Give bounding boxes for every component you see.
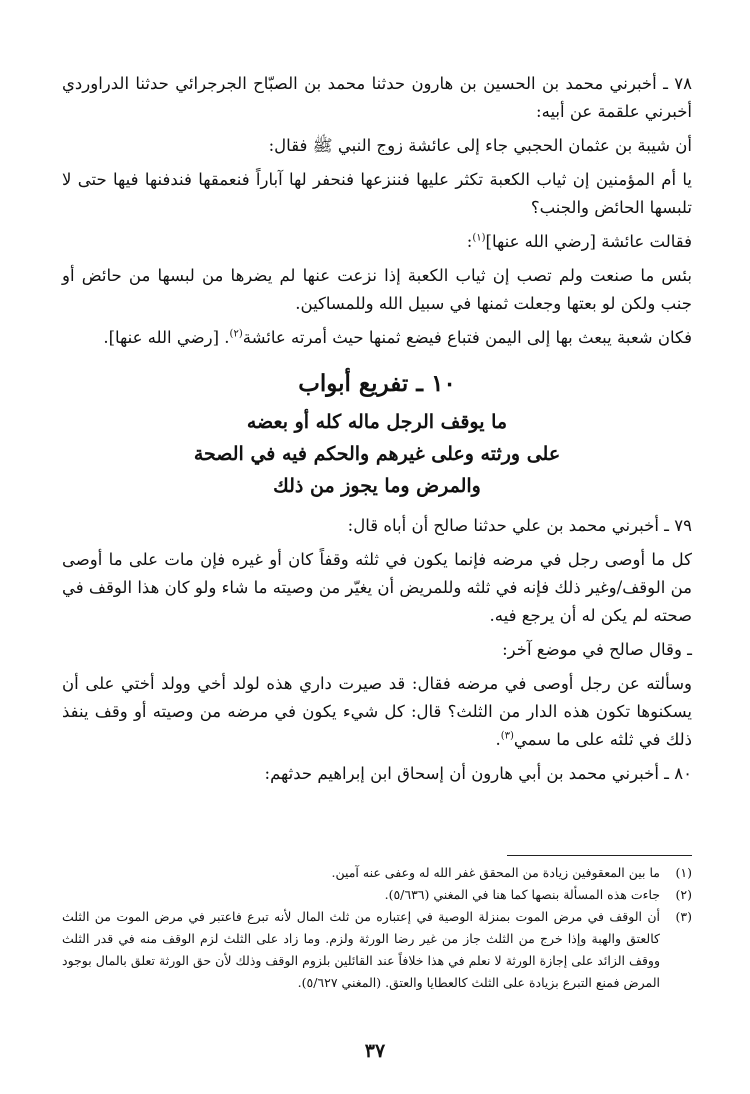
footnote-1	[62, 862, 692, 884]
shaiba-sent-text: فكان شعبة يبعث بها إلى اليمن فتباع فيضع ثمنها حيث أمرته عائشة	[242, 328, 692, 347]
page-number: ٣٧	[364, 1040, 386, 1062]
shaiba-sent-end: . [رضي الله عنها].	[103, 328, 230, 347]
paragraph-78: ٧٨ ـ أخبرني محمد بن الحسين بن هارون حدثنا محمد بن الصبّاح الجرجرائي حدثنا الدراوردي أخبرني علقمة عن أبيه:	[62, 74, 692, 121]
paragraph-shaiba-sent	[62, 324, 692, 352]
footnote-text: أن الوقف في مرض الموت بمنزلة الوصية في إعتباره من ثلث المال لأنه تبرع فاعتبر في مرض الموت من الثلث كالعتق والهبة وإذا خرج من الثلث جاز من غير رضا الورثة ولزم. وما زاد على الثلث لزم الوقف منه في قدر الثلث ووقف الزائد على إجازة الورثة لا نعلم في هذا خلافاً عند القائلين بلزوم الوقف وذلك لأن حق الورثة تعلق بالمال بوجود المرض فمنع التبرع بزيادة على الثلث كالعطايا والعتق. (المغني ٥/٦٢٧).	[62, 909, 660, 990]
paragraph-question: يا أم المؤمنين إن ثياب الكعبة تكثر عليها فننزعها فنحفر لها آباراً فنعمقها فندفنها فيها حتى لا تلبسها الحائض والجنب؟	[62, 170, 692, 217]
chapter-subtitle-line-1: ما يوقف الرجل ماله كله أو بعضه	[246, 411, 508, 433]
paragraph-80: ٨٠ ـ أخبرني محمد بن أبي هارون أن إسحاق ابن إبراهيم حدثهم:	[264, 764, 692, 783]
question-house-text: وسألته عن رجل أوصى في مرضه فقال: قد صيرت داري هذه لولد أخي وولد أختي على أن يسكنوها تكون هذه الدار من الثلث؟ قال: كل شيء يكون في مرضه من وصيته أو وقف ينفذ ذلك في ثلثه على ما سمي	[62, 674, 692, 749]
paragraph-aisha-said	[62, 228, 692, 256]
paragraph-79: ٧٩ ـ أخبرني محمد بن علي حدثنا صالح أن أباه قال:	[347, 516, 692, 535]
footnote-ref-1[interactable]: (١)	[472, 232, 486, 244]
footnote-number: (١)	[675, 865, 692, 880]
footnote-3	[62, 906, 692, 994]
footnote-number: (٣)	[675, 909, 692, 924]
main-text	[62, 70, 692, 794]
question-house-end: .	[495, 730, 501, 749]
paragraph-answer: بئس ما صنعت ولم تصب إن ثياب الكعبة إذا نزعت عنها لم يضرها من لبسها من حائض أو جنب ولكن لو بعتها وجعلت ثمنها في سبيل الله وللمساكين.	[62, 266, 692, 313]
footnote-ref-2[interactable]: (٢)	[229, 328, 243, 340]
paragraph-saleh-other: ـ وقال صالح في موضع آخر:	[502, 640, 692, 659]
footnote-divider	[507, 855, 692, 856]
aisha-said-text: فقالت عائشة [رضي الله عنها]	[485, 232, 692, 251]
footnote-ref-3[interactable]: (٣)	[500, 730, 514, 742]
chapter-title: ١٠ ـ تفريع أبواب	[298, 370, 456, 397]
paragraph-shaiba: أن شيبة بن عثمان الحجبي جاء إلى عائشة زوج النبي ﷺ فقال:	[268, 136, 692, 155]
footnote-text: جاءت هذه المسألة بنصها كما هنا في المغني (٥/٦٣٦).	[384, 887, 660, 902]
chapter-subtitle-line-3: والمرض وما يجوز من ذلك	[273, 475, 481, 497]
aisha-said-colon: :	[466, 232, 473, 251]
footnote-text: ما بين المعقوفين زيادة من المحقق غفر الله له وعفى عنه آمين.	[331, 865, 660, 880]
chapter-heading	[62, 366, 692, 502]
footnotes	[62, 862, 692, 994]
footnote-2	[62, 884, 692, 906]
footnote-number: (٢)	[675, 887, 692, 902]
paragraph-bequest: كل ما أوصى رجل في مرضه فإنما يكون في ثلثه وقفاً كان أو غيره فإن مات على ما أوصى من الوقف/وغير ذلك فإنه في ثلثه وللمريض أن يغيّر من وصيته ما شاء ولو كان هذا الوقف في صحته لم يكن له أن يرجع فيه.	[62, 550, 692, 625]
chapter-subtitle-line-2: على ورثته وعلى غيرهم والحكم فيه في الصحة	[193, 443, 561, 465]
paragraph-question-house	[62, 670, 692, 754]
